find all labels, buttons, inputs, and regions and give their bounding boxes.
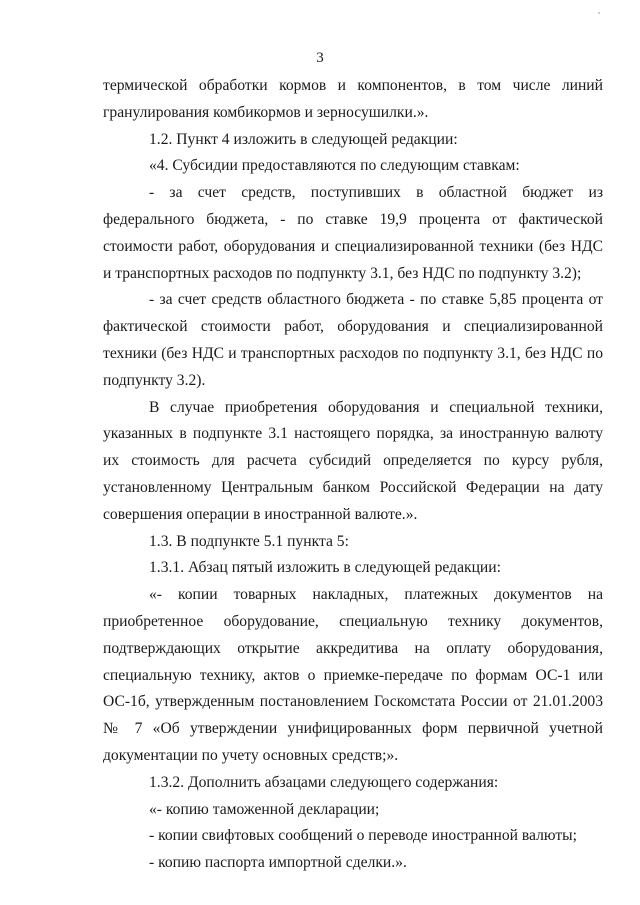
paragraph-6: В случае приобретения оборудования и специальной техники, указанных в подпункте 3.1 настоящего порядка, за иностранную валюту их стоимость для расчета субсидий определяется по курсу рубля, установленному Центральным банком Российской Федерации на дату совершения операции в иностранной валюте.». — [103, 398, 603, 523]
paragraph-5: - за счет средств областного бюджета - по ставке 5,85 процента от фактической стоимости работ, оборудования и специализированной техники (без НДС и транспортных расходов по подпункту 3.1, без НДС по подпункту 3.2). — [103, 291, 603, 389]
paragraph-11: «- копию таможенной декларации; — [149, 800, 380, 818]
paragraph-7: 1.3. В подпункте 5.1 пункта 5: — [149, 532, 349, 550]
paragraph-2: 1.2. Пункт 4 изложить в следующей редакции: — [149, 130, 458, 148]
document-body — [103, 73, 603, 877]
paragraph-10: 1.3.2. Дополнить абзацами следующего содержания: — [149, 773, 499, 791]
paragraph-12: - копии свифтовых сообщений о переводе иностранной валюты; — [149, 827, 577, 845]
scan-artifact — [598, 12, 600, 14]
paragraph-3: «4. Субсидии предоставляются по следующим ставкам: — [149, 157, 520, 175]
paragraph-8: 1.3.1. Абзац пятый изложить в следующей редакции: — [149, 559, 501, 577]
paragraph-4: - за счет средств, поступивших в областной бюджет из федерального бюджета, - по ставке 19,9 процента от фактической стоимости работ, оборудования и специализированной техники (без НДС и транспортных расходов по подпункту 3.1, без НДС по подпункту 3.2); — [103, 184, 603, 282]
paragraph-13: - копию паспорта импортной сделки.». — [149, 854, 407, 872]
page-number: 3 — [316, 50, 324, 66]
paragraph-9: «- копии товарных накладных, платежных документов на приобретенное оборудование, специальную технику документов, подтверждающих открытие аккредитива на оплату оборудования, специальную технику, актов о приемке-передаче по формам ОС-1 или ОС-1б, утвержденным постановлением Госкомстата России от 21.01.2003 № 7 «Об утверждении унифицированных форм первичной учетной документации по учету основных средств;». — [103, 586, 603, 764]
paragraph-1: термической обработки кормов и компонентов, в том числе линий гранулирования комбикормов и зерносушилки.». — [103, 77, 603, 121]
